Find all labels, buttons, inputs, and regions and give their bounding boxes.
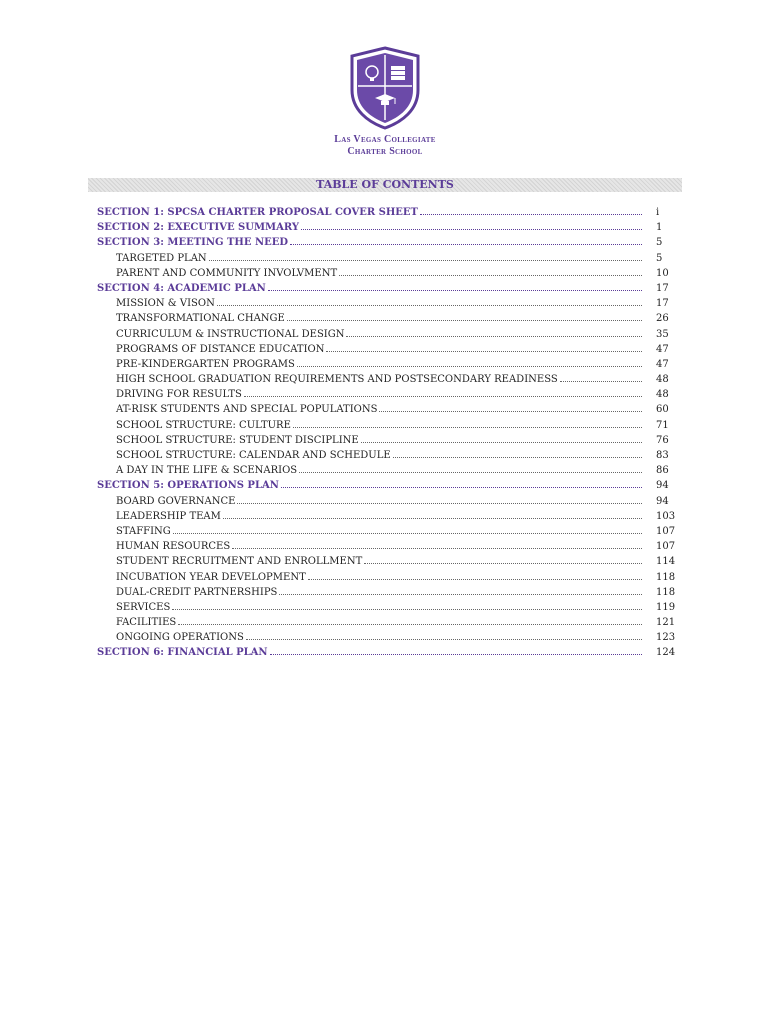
toc-dot-leader — [209, 260, 642, 261]
toc-subsection-entry[interactable] — [97, 311, 682, 326]
toc-entry-page-number: 26 — [656, 313, 669, 325]
toc-subsection-entry[interactable] — [97, 524, 682, 539]
toc-subsection-entry[interactable] — [97, 509, 682, 524]
toc-entry-page-number: 47 — [656, 358, 669, 370]
toc-section-entry[interactable] — [97, 220, 682, 235]
toc-entry-page-number: 76 — [656, 434, 669, 446]
toc-dot-leader — [270, 654, 642, 655]
toc-subsection-entry[interactable] — [97, 296, 682, 311]
school-name-line2: Charter School — [347, 146, 423, 157]
toc-dot-leader — [237, 503, 642, 504]
toc-entry-page-number: 103 — [656, 510, 676, 522]
toc-subsection-entry[interactable] — [97, 494, 682, 509]
toc-entry-page-number: 124 — [656, 647, 676, 659]
toc-subsection-entry[interactable] — [97, 585, 682, 600]
toc-entry-page-number: 94 — [656, 495, 669, 507]
toc-entry-page-number: 83 — [656, 450, 669, 461]
toc-entry-page-number: 71 — [656, 419, 669, 431]
toc-dot-leader — [379, 411, 642, 412]
toc-entry-label: LEADERSHIP TEAM — [116, 510, 221, 522]
toc-dot-leader — [361, 442, 642, 443]
toc-subsection-entry[interactable] — [97, 342, 682, 357]
toc-subsection-entry[interactable] — [97, 327, 682, 342]
toc-subsection-entry[interactable] — [97, 615, 682, 630]
toc-dot-leader — [308, 579, 642, 580]
toc-entry-label: CURRICULUM & INSTRUCTIONAL DESIGN — [116, 328, 345, 340]
toc-section-entry[interactable] — [97, 281, 682, 296]
toc-entry-label: SECTION 1: SPCSA CHARTER PROPOSAL COVER SHEET — [97, 207, 418, 218]
toc-dot-leader — [301, 229, 642, 230]
toc-dot-leader — [178, 624, 642, 625]
crest-shield-icon — [348, 46, 422, 130]
toc-entry-page-number: 47 — [656, 343, 669, 355]
toc-entry-label: STAFFING — [116, 525, 171, 537]
toc-entry-label: SECTION 3: MEETING THE NEED — [97, 237, 289, 249]
toc-entry-label: A DAY IN THE LIFE & SCENARIOS — [116, 465, 298, 477]
toc-section-entry[interactable] — [97, 645, 682, 660]
toc-entry-label: SERVICES — [116, 601, 171, 613]
toc-entry-page-number: 114 — [656, 556, 676, 568]
toc-dot-leader — [217, 305, 642, 306]
toc-list — [97, 205, 682, 661]
toc-entry-page-number: 119 — [656, 601, 676, 613]
toc-entry-label: SECTION 4: ACADEMIC PLAN — [97, 282, 266, 294]
toc-dot-leader — [173, 533, 642, 534]
toc-entry-label: SCHOOL STRUCTURE: CULTURE — [116, 419, 291, 431]
toc-dot-leader — [246, 639, 642, 640]
school-name — [300, 134, 470, 158]
toc-dot-leader — [339, 275, 642, 276]
toc-entry-label: AT-RISK STUDENTS AND SPECIAL POPULATIONS — [116, 404, 378, 416]
toc-entry-label: SCHOOL STRUCTURE: CALENDAR AND SCHEDULE — [116, 450, 391, 461]
toc-entry-label: INCUBATION YEAR DEVELOPMENT — [116, 571, 306, 583]
toc-entry-page-number: 107 — [656, 525, 676, 537]
toc-entry-page-number: 5 — [656, 237, 663, 249]
toc-entry-page-number: 17 — [656, 298, 669, 310]
toc-dot-leader — [244, 396, 642, 397]
toc-entry-page-number: 48 — [656, 389, 669, 401]
toc-entry-label: BOARD GOVERNANCE — [116, 495, 236, 507]
toc-entry-label: FACILITIES — [116, 617, 177, 629]
toc-entry-page-number: 35 — [656, 328, 669, 340]
toc-entry-label: TARGETED PLAN — [116, 252, 207, 264]
toc-subsection-entry[interactable] — [97, 463, 682, 478]
toc-entry-page-number: 123 — [656, 632, 676, 644]
toc-entry-page-number: 107 — [656, 541, 676, 553]
toc-entry-label: PARENT AND COMMUNITY INVOLVMENT — [116, 267, 338, 279]
toc-dot-leader — [223, 518, 642, 519]
toc-subsection-entry[interactable] — [97, 570, 682, 585]
toc-dot-leader — [293, 427, 642, 428]
toc-subsection-entry[interactable] — [97, 418, 682, 433]
toc-subsection-entry[interactable] — [97, 387, 682, 402]
toc-dot-leader — [232, 548, 642, 549]
toc-entry-page-number: 121 — [656, 617, 676, 629]
toc-section-entry[interactable] — [97, 235, 682, 250]
toc-entry-page-number: 86 — [656, 465, 669, 477]
toc-entry-page-number: 10 — [656, 267, 669, 279]
toc-entry-page-number: 118 — [656, 586, 676, 598]
toc-entry-page-number: 60 — [656, 404, 669, 416]
toc-dot-leader — [364, 563, 642, 564]
toc-subsection-entry[interactable] — [97, 402, 682, 417]
toc-entry-label: SECTION 2: EXECUTIVE SUMMARY — [97, 222, 300, 234]
toc-dot-leader — [268, 290, 642, 291]
toc-dot-leader — [326, 351, 642, 352]
toc-subsection-entry[interactable] — [97, 266, 682, 281]
toc-entry-page-number: i — [656, 207, 660, 218]
toc-entry-label: HUMAN RESOURCES — [116, 541, 231, 553]
toc-subsection-entry[interactable] — [97, 539, 682, 554]
toc-subsection-entry[interactable] — [97, 554, 682, 569]
toc-subsection-entry[interactable] — [97, 630, 682, 645]
toc-dot-leader — [172, 609, 642, 610]
toc-entry-page-number: 17 — [656, 282, 669, 294]
toc-subsection-entry[interactable] — [97, 433, 682, 448]
toc-entry-label: STUDENT RECRUITMENT AND ENROLLMENT — [116, 556, 363, 568]
toc-entry-label: SCHOOL STRUCTURE: STUDENT DISCIPLINE — [116, 434, 359, 446]
toc-dot-leader — [420, 214, 642, 215]
toc-entry-label: TRANSFORMATIONAL CHANGE — [116, 313, 285, 325]
toc-entry-label: ONGOING OPERATIONS — [116, 632, 244, 644]
toc-entry-label: PRE-KINDERGARTEN PROGRAMS — [116, 358, 295, 370]
school-crest-logo — [348, 46, 422, 130]
toc-entry-page-number: 5 — [656, 252, 663, 264]
toc-entry-label: SECTION 6: FINANCIAL PLAN — [97, 647, 268, 659]
toc-entry-page-number: 1 — [656, 222, 663, 234]
toc-subsection-entry[interactable] — [97, 357, 682, 372]
toc-section-entry[interactable] — [97, 478, 682, 493]
toc-subsection-entry[interactable] — [97, 251, 682, 266]
toc-dot-leader — [299, 472, 642, 473]
toc-entry-label: DUAL-CREDIT PARTNERSHIPS — [116, 586, 278, 598]
toc-entry-page-number: 94 — [656, 480, 669, 492]
toc-subsection-entry[interactable] — [97, 448, 682, 463]
toc-entry-label: DRIVING FOR RESULTS — [116, 389, 242, 401]
toc-dot-leader — [287, 320, 642, 321]
toc-section-entry[interactable] — [97, 205, 682, 220]
toc-dot-leader — [393, 457, 642, 458]
toc-entry-page-number: 48 — [656, 374, 669, 386]
toc-subsection-entry[interactable] — [97, 600, 682, 615]
toc-entry-label: MISSION & VISON — [116, 298, 215, 310]
toc-title: TABLE OF CONTENTS — [316, 178, 454, 191]
toc-dot-leader — [297, 366, 642, 367]
toc-entry-page-number: 118 — [656, 571, 676, 583]
toc-dot-leader — [279, 594, 642, 595]
toc-entry-label: SECTION 5: OPERATIONS PLAN — [97, 480, 279, 492]
toc-subsection-entry[interactable] — [97, 372, 682, 387]
toc-dot-leader — [346, 336, 642, 337]
school-name-line1: Las Vegas Collegiate — [334, 134, 436, 145]
toc-dot-leader — [281, 487, 642, 488]
toc-dot-leader — [560, 381, 642, 382]
toc-entry-label: HIGH SCHOOL GRADUATION REQUIREMENTS AND POSTSECONDARY READINESS — [116, 374, 558, 386]
toc-entry-label: PROGRAMS OF DISTANCE EDUCATION — [116, 343, 325, 355]
toc-dot-leader — [290, 244, 642, 245]
